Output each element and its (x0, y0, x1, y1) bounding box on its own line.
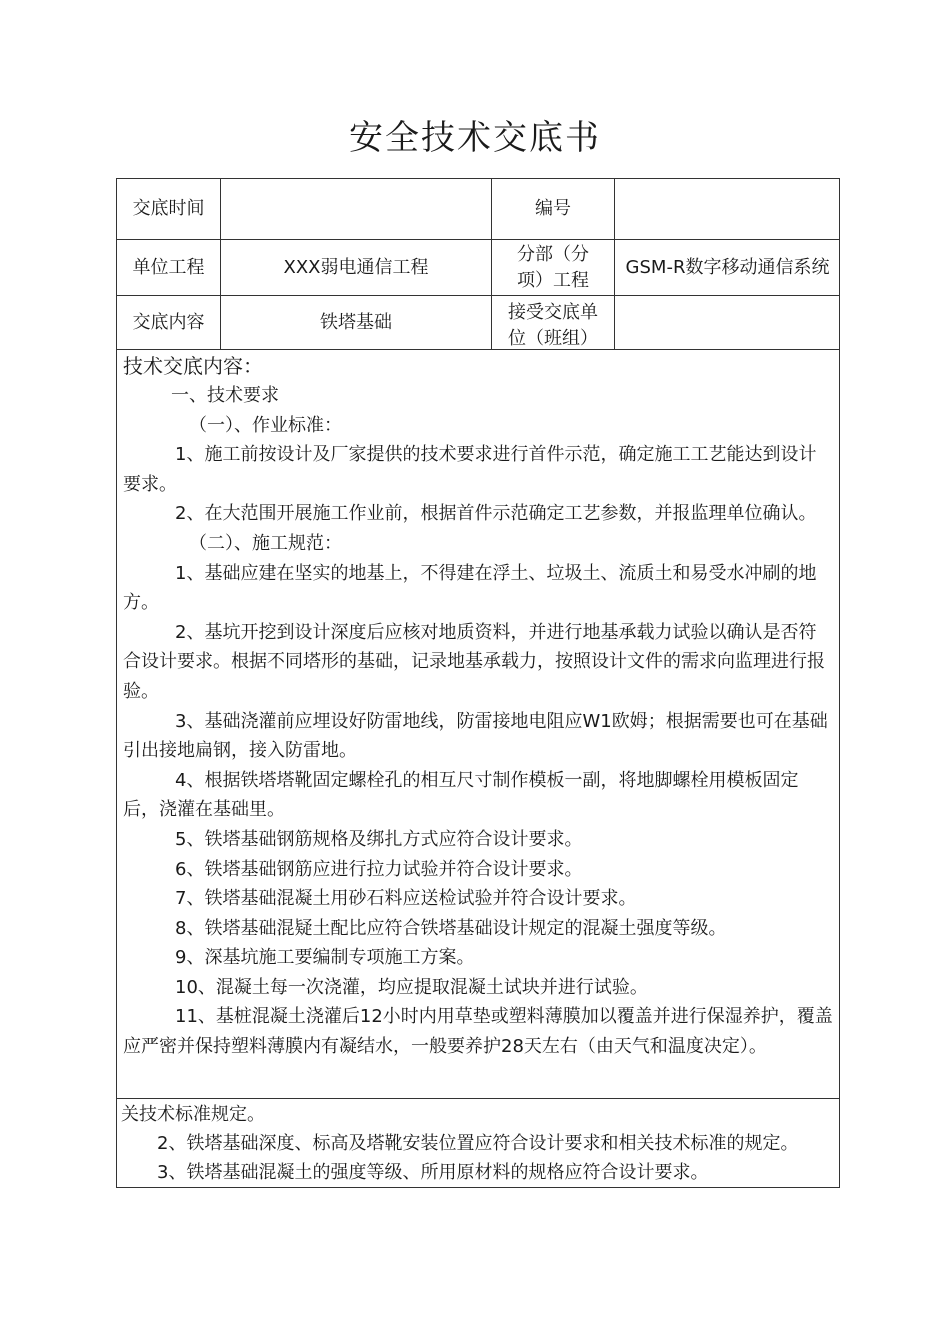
value-date (221, 179, 491, 239)
header-table (116, 178, 840, 350)
spec-item: 7、铁塔基础混凝土用砂石料应送检试验并符合设计要求。 (175, 888, 637, 910)
spec-item: 11、基桩混凝土浇灌后12小时内用草垫或塑料薄膜加以覆盖并进行保湿养护，覆盖应严密并保持塑料薄膜内有凝结水，一般要养护28天左右（由天气和温度决定）。 (123, 1006, 833, 1058)
spec-item: 1、基础应建在坚实的地基上，不得建在浮土、垃圾土、流质土和易受水冲刷的地方。 (123, 562, 817, 614)
spec-item: 9、深基坑施工要编制专项施工方案。 (175, 947, 475, 969)
value-content: 铁塔基础 (320, 312, 392, 333)
label-content: 交底内容 (132, 312, 205, 333)
spec-item: 5、铁塔基础钢筋规格及绑扎方式应符合设计要求。 (175, 828, 583, 850)
value-unit-project: XXX弱电通信工程 (283, 256, 429, 278)
value-sub-project: GSM-R数字移动通信系统 (625, 256, 830, 278)
document-title: 安全技术交底书 (349, 118, 601, 158)
section-title: 一、技术要求 (171, 385, 279, 406)
label-number: 编号 (535, 198, 571, 219)
value-receiving-unit (615, 296, 840, 350)
spec-item: 4、根据铁塔塔靴固定螺栓孔的相互尺寸制作模板一副，将地脚螺栓用模板固定后，浇灌在基础里。 (123, 769, 799, 821)
subsection-standards: （一）、作业标准： (189, 414, 342, 436)
value-number (615, 179, 840, 239)
continuation-box (116, 1098, 840, 1188)
standard-item: 1、施工前按设计及厂家提供的技术要求进行首件示范，确定施工工艺能达到设计要求。 (123, 444, 817, 495)
spec-item: 8、铁塔基础混疑土配比应符合铁塔基础设计规定的混凝土强度等级。 (175, 917, 727, 939)
tech-content-box (116, 349, 840, 1099)
continuation-line: 3、铁塔基础混凝土的强度等级、所用原材料的规格应符合设计要求。 (157, 1162, 709, 1183)
continuation-line: 关技术标准规定。 (121, 1104, 265, 1125)
content-heading: 技术交底内容： (123, 354, 263, 378)
spec-item: 3、基础浇灌前应埋设好防雷地线，防雷接地电阻应W1欧姆；根据需要也可在基础引出接地扁钢，接入防雷地。 (123, 710, 828, 762)
label-unit-project: 单位工程 (132, 256, 205, 278)
standard-item: 2、在大范围开展施工作业前，根据首件示范确定工艺参数，并报监理单位确认。 (175, 503, 817, 525)
spec-item: 10、混凝土每一次浇灌，均应提取混凝土试块并进行试验。 (175, 976, 648, 998)
label-sub-project: 分部（分项）工程 (517, 243, 589, 291)
continuation-line: 2、铁塔基础深度、标高及塔靴安装位置应符合设计要求和相关技术标准的规定。 (157, 1133, 799, 1154)
subsection-specs: （二）、施工规范： (189, 532, 342, 554)
label-receiving-unit: 接受交底单位（班组） (508, 302, 598, 349)
spec-item: 6、铁塔基础钢筋应进行拉力试验并符合设计要求。 (175, 858, 583, 880)
spec-item: 2、基坑开挖到设计深度后应核对地质资料，并进行地基承载力试验以确认是否符合设计要求。根据不同塔形的基础，记录地基承载力，按照设计文件的需求向监理进行报验。 (123, 621, 825, 702)
label-date: 交底时间 (132, 198, 205, 219)
